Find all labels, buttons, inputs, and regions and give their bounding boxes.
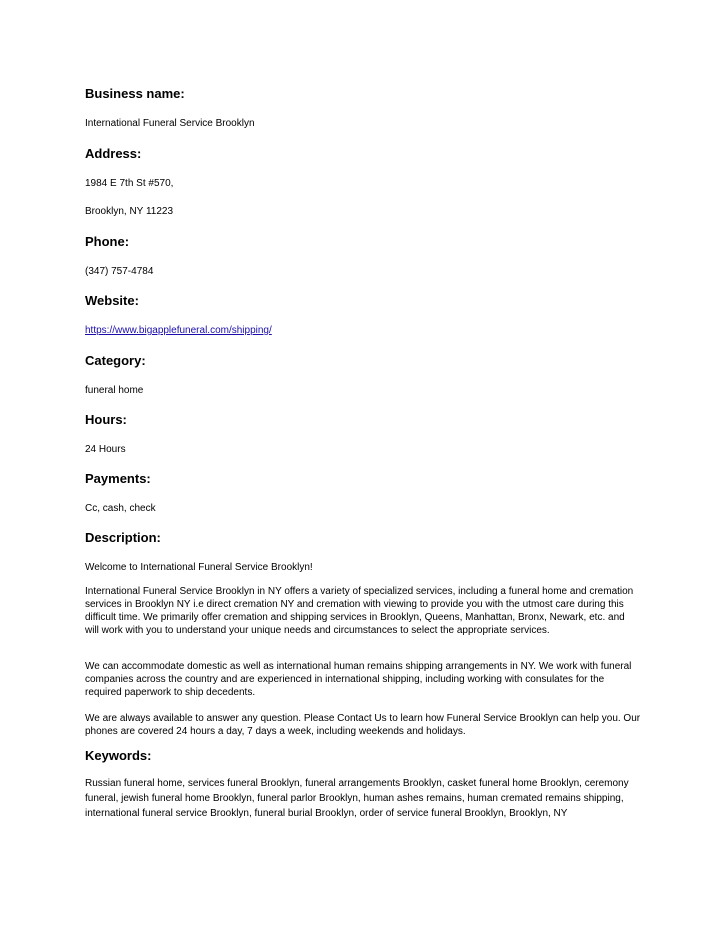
phone-heading: Phone: bbox=[85, 234, 130, 249]
phone-value: (347) 757-4784 bbox=[85, 266, 154, 277]
description-paragraph: We are always available to answer any question. Please Contact Us to learn how Funeral Service Brooklyn can help you. Our phones are covered 24 hours a day, 7 days a week, including weekends and holidays. bbox=[85, 713, 641, 737]
keywords-value: Russian funeral home, services funeral Brooklyn, funeral arrangements Brooklyn, casket funeral home Brooklyn, ceremony funeral, jewish funeral home Brooklyn, funeral parlor Brooklyn, human ashes remains, human cremated remains shipping, international funeral service Brooklyn, funeral burial Brooklyn, order of service funeral Brooklyn, Brooklyn, NY bbox=[85, 778, 629, 819]
website-heading: Website: bbox=[85, 293, 139, 308]
address-line-2: Brooklyn, NY 11223 bbox=[85, 206, 174, 217]
address-line-1: 1984 E 7th St #570, bbox=[85, 178, 174, 189]
website-line bbox=[85, 324, 272, 337]
payments-value: Cc, cash, check bbox=[85, 503, 156, 514]
address-heading: Address: bbox=[85, 146, 142, 161]
category-heading: Category: bbox=[85, 353, 146, 368]
description-paragraph: We can accommodate domestic as well as international human remains shipping arrangements in NY. We work with funeral companies across the country and are experienced in international shipping, including working with consulates for the required paperwork to ship decedents. bbox=[85, 661, 632, 698]
category-value: funeral home bbox=[85, 385, 144, 396]
website-link[interactable]: https://www.bigapplefuneral.com/shipping/ bbox=[85, 325, 272, 336]
payments-heading: Payments: bbox=[85, 471, 151, 486]
business-name-heading: Business name: bbox=[85, 86, 185, 101]
keywords-heading: Keywords: bbox=[85, 748, 152, 763]
hours-heading: Hours: bbox=[85, 412, 127, 427]
description-heading: Description: bbox=[85, 530, 161, 545]
hours-value: 24 Hours bbox=[85, 444, 126, 455]
business-name-value: International Funeral Service Brooklyn bbox=[85, 118, 255, 129]
description-paragraph: International Funeral Service Brooklyn in NY offers a variety of specialized services, including a funeral home and cremation services in Brooklyn NY i.e direct cremation NY and cremation with viewing to provide you with the utmost care during this difficult time. We primarily offer cremation and shipping services in Brooklyn, Queens, Manhattan, Bronx, Newark, etc. and will work with you to understand your unique needs and circumstances to select the appropriate services. bbox=[85, 586, 634, 636]
description-paragraph: Welcome to International Funeral Service Brooklyn! bbox=[85, 562, 313, 573]
